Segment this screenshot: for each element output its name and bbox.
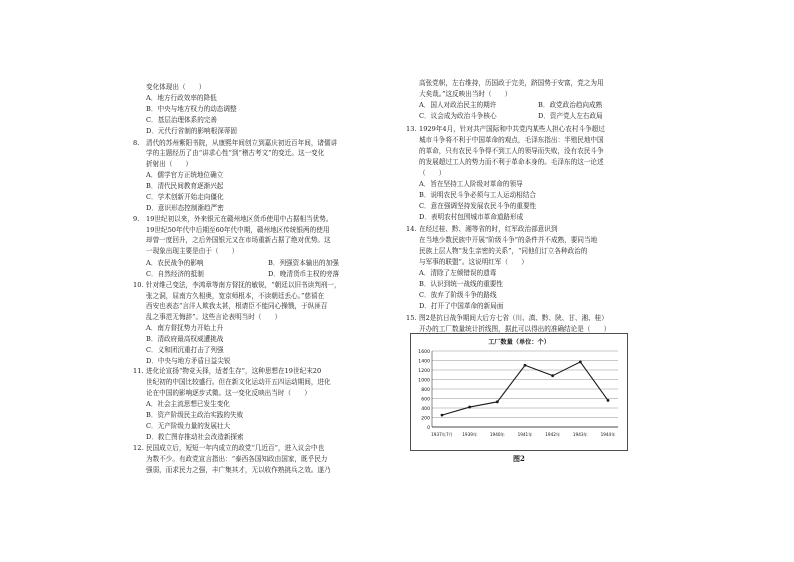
q11-line: 世纪初的中国比较盛行。但在新文化运动开五四运动期间，进化 (146, 378, 331, 386)
q8-option-d: D．意识形态控制渐趋严密 (146, 204, 224, 212)
q15-line: 开办的工厂数量统计折线图，据此可以得出的准确结论是（ ） (419, 325, 611, 333)
question-14-number: 14. (406, 225, 417, 233)
q8-line: 折射出（ ） (146, 160, 193, 168)
q13-option-d: D．表明农村包围城市革命道路形成 (419, 213, 524, 221)
q12-line: 高张党帜，左右维持，历国政于完美，跻国势于安富，党之为用 (419, 79, 604, 87)
q10-option-b: B．清政府最高权威遭挑战 (146, 335, 224, 343)
question-10-number: 10. (133, 281, 144, 289)
x-tick-label: 1940年 (489, 432, 505, 437)
q10-line: 针对维己变法，李鸿章等南方督抚的敏锐，“朝廷以旧书读判刑一， (146, 281, 341, 289)
q12-line: 为数不少。有政党宣言指出：“泰西各国知政由国家，既乎民力 (146, 455, 328, 463)
q10-option-a: A．南方督抚势力开始上升 (146, 324, 224, 332)
q13-option-b: B．说明农民斗争必须与工人运动相结合 (419, 191, 536, 199)
question-8-number: 8. (133, 139, 140, 147)
q13-option-c: C．意在强调坚持发展农民斗争的重要性 (419, 202, 537, 210)
q8-option-c: C．学术创新开始走向僵化 (146, 193, 224, 201)
q9-line: 一现象出现主要是由于（ ） (146, 247, 239, 255)
q11-line: 论在中国的影响逐步式微。这一变化反映出当时（ ） (146, 389, 311, 397)
q8-line: 清代的苏州紫阳书院，从康熙年间创立到嘉庆初近百年间，诸儒讲 (146, 139, 338, 147)
q14-option-d: D．打开了中国革命的新局面 (419, 302, 504, 310)
data-point (468, 406, 471, 409)
data-point (607, 399, 610, 402)
q7-option-c: C．基层治理体系的完善 (146, 116, 217, 124)
data-point (496, 400, 499, 403)
q12-line: 大矣哉。”这反映出当时（ ） (419, 90, 512, 98)
question-9-number: 9. (133, 215, 140, 223)
data-point (524, 364, 527, 367)
q10-line: 乱之事范无悔辞”。这些言论表明当时（ ） (146, 313, 282, 321)
q10-line: 西安也表态“言洋人欺我太甚，根请臣不能同心操戮，于纵匪召 (146, 302, 328, 310)
x-tick-label: 1939年 (462, 432, 478, 437)
question-15-number: 15. (406, 314, 417, 322)
q8-line: 学的主题经历了由“讲求心性”到“稽古考文”的变迁。这一变化 (146, 149, 325, 157)
figure-caption: 图2 (513, 454, 525, 463)
chart-title: 工厂数量（单位：个） (488, 339, 550, 346)
q8-option-b: B．清代民间教育逐渐兴起 (146, 182, 224, 190)
q10-line: 张之洞，屈南方久相奥，宽京师根本，不读朝廷丢心。”慈禧在 (146, 292, 325, 300)
x-tick-label: 1944年 (600, 432, 616, 437)
q9-option-c: C．自然经济的抵制 (146, 270, 204, 278)
q14-option-c: C．放弃了阶级斗争的路线 (419, 291, 497, 299)
y-tick-label: 1000 (418, 378, 430, 384)
q14-line: 在当地少数民族中开展“阶级斗争”的条件并不成熟，要同当地 (419, 236, 598, 244)
q9-line: 19世纪初以来，外来银元在赣州地区货币使用中占据相当优势。 (146, 215, 333, 223)
q11-option-c: C．无产阶级力量的发展壮大 (146, 422, 231, 430)
q13-line: 1929年4月，针对共产国际和中共党内某些人担心农村斗争超过 (419, 125, 605, 133)
q12-line: 民国成立后，短短一年内成立的政党“几近百”，进入议会中也 (146, 444, 325, 452)
q14-line: 在经过桂、黔、湘等省的时，红军政治部意识到 (419, 225, 558, 233)
q11-option-b: B．资产阶级民主政治实践的失败 (146, 411, 244, 419)
q13-line: （ ） (419, 169, 446, 177)
question-7-tail: 变化体现出（ ） (146, 83, 206, 91)
y-tick-label: 1200 (418, 368, 430, 374)
chart-svg (410, 333, 628, 451)
q13-line: 的革命，只有农民斗争得不到工人的领导而失败，没有农民斗争 (419, 147, 604, 155)
question-13-number: 13. (406, 125, 417, 133)
data-point (551, 374, 554, 377)
x-tick-label: 1943年 (572, 432, 588, 437)
data-point (579, 361, 582, 364)
question-12-number: 12. (133, 444, 144, 452)
q14-line: 民族上层人物“发生亲密的关系”，“同他们订立各种政治的 (419, 247, 588, 255)
q12-line: 强弱，而求民力之强，丰广集其才，无以收作熟挑兵之效。遂乃 (146, 466, 331, 474)
q10-option-c: C．义和团沉重打击了列强 (146, 346, 224, 354)
q9-line: 却曾一度回升，之后外国银元又在市场重新占据了绝对优势。这 (146, 236, 331, 244)
question-11-number: 11. (133, 367, 144, 375)
q13-option-a: A．旨在坚持工人阶级对革命的领导 (419, 180, 523, 188)
q12-option-d: D．资产党人左右政局 (538, 112, 603, 120)
x-tick-label: 1942年 (545, 432, 561, 437)
y-tick-label: 800 (421, 387, 430, 393)
data-point (441, 414, 444, 417)
q7-option-d: D．元代行省制的影响根深蒂固 (146, 127, 238, 135)
q8-option-a: A．儒学官方正统地位确立 (146, 171, 224, 179)
q14-line: 与军事的联盟”。这说明红军（ ） (419, 258, 528, 266)
q9-option-d: D．晚清货币主权的旁落 (268, 270, 340, 278)
q11-option-a: A．社会主流思想已发生变化 (146, 400, 230, 408)
y-tick-label: 0 (427, 425, 430, 431)
q13-line: 的发展超过工人的势力而不利于革命本身的。毛泽东的这一论述 (419, 158, 604, 166)
y-tick-label: 200 (421, 416, 430, 422)
q7-option-a: A．地方行政效率的降低 (146, 94, 217, 102)
q12-option-c: C．议会成为政治斗争核心 (419, 112, 497, 120)
q12-option-b: B．政党政治趋向成熟 (538, 101, 603, 109)
q14-option-b: B．认识到统一战线的重要性 (419, 280, 503, 288)
y-tick-label: 400 (421, 406, 430, 412)
q15-line: 图2是抗日战争期间大后方七省（川、滇、黔、陕、甘、湘、桂） (419, 314, 608, 322)
q10-option-d: D．中央与地方矛盾日益尖锐 (146, 357, 231, 365)
y-tick-label: 1600 (418, 349, 430, 355)
q12-option-a: A．国人对政治民主的期许 (419, 101, 497, 109)
q7-option-b: B．中央与地方权力的动态调整 (146, 105, 237, 113)
x-tick-label: 1941年 (517, 432, 533, 437)
q14-option-a: A．清除了左倾错误的遗毒 (419, 269, 497, 277)
q9-line: 19世纪50年代中后期至60年代中期，赣州地区传统银两的使用 (146, 226, 330, 234)
factory-count-chart (410, 333, 628, 451)
q9-option-b: B．列强资本输出的加强 (268, 259, 339, 267)
q11-line: 进化论宣扬“物竞天择，适者生存”，这种思想在19世纪末20 (146, 367, 322, 375)
y-tick-label: 1400 (418, 359, 430, 365)
q9-option-a: A．农民战争的影响 (146, 259, 204, 267)
q11-option-d: D．救亡图存推动社会改造新探索 (146, 433, 244, 441)
x-tick-label: 1937年7月 (431, 432, 453, 437)
y-tick-label: 600 (421, 397, 430, 403)
q13-line: 城市斗争将不利于中国革命的观点，毛泽东指出：半殖民地中国 (419, 136, 604, 144)
